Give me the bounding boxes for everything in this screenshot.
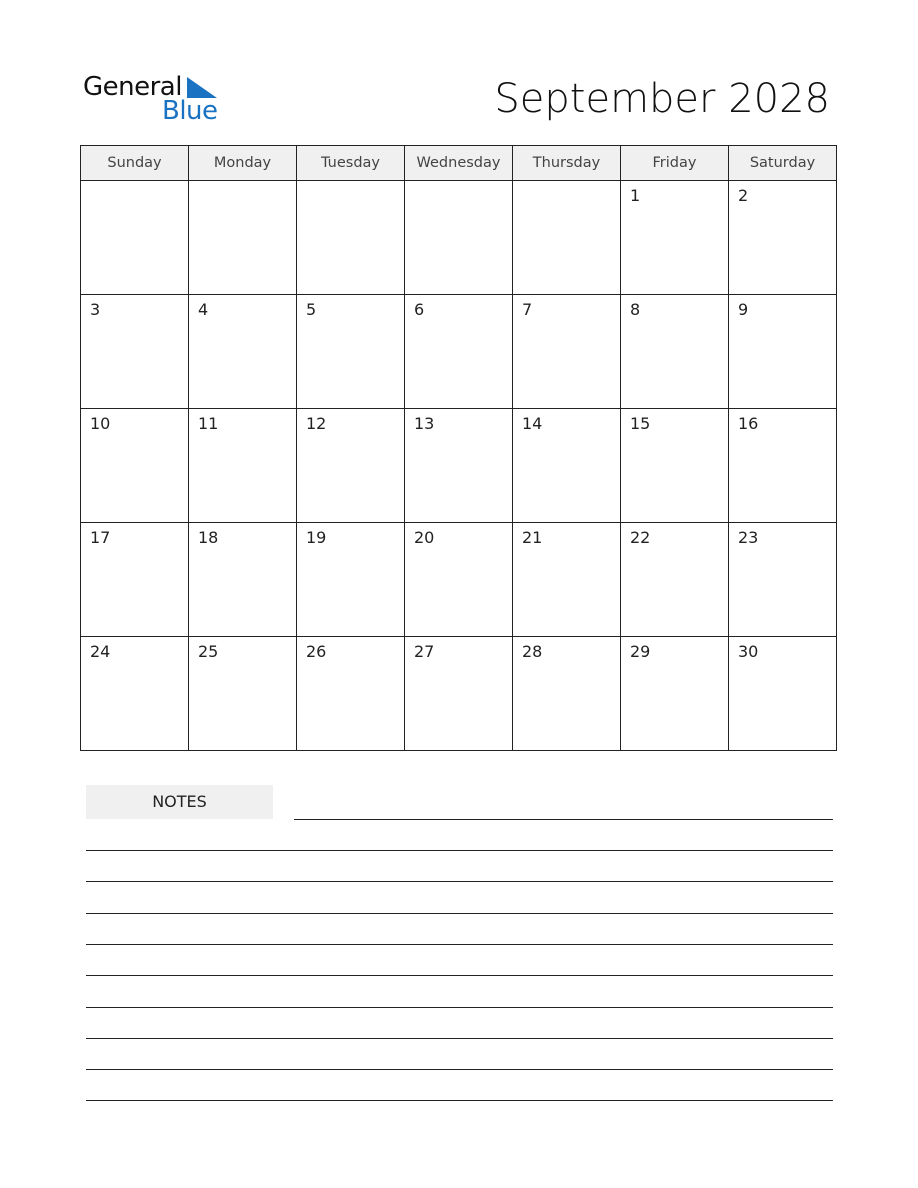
day-number: 19 [306, 528, 327, 547]
day-cell [405, 637, 513, 751]
day-number: 23 [738, 528, 759, 547]
day-cell [297, 637, 405, 751]
day-number: 13 [414, 414, 435, 433]
day-number [405, 181, 512, 186]
day-cell [513, 637, 621, 751]
day-cell [405, 409, 513, 523]
day-cell [405, 181, 513, 295]
day-cell [297, 295, 405, 409]
day-cell [513, 409, 621, 523]
notes-line [86, 1069, 833, 1070]
day-cell [189, 295, 297, 409]
day-number [189, 181, 296, 186]
day-number: 8 [630, 300, 641, 319]
weekday-thursday: Thursday [513, 146, 621, 181]
day-cell [621, 409, 729, 523]
day-cell [513, 523, 621, 637]
day-number: 2 [738, 186, 749, 205]
day-cell [729, 523, 837, 637]
day-number: 20 [414, 528, 435, 547]
day-number: 26 [306, 642, 327, 661]
notes-line [86, 881, 833, 882]
day-number: 22 [630, 528, 651, 547]
day-number: 16 [738, 414, 759, 433]
day-cell [621, 637, 729, 751]
day-cell [189, 409, 297, 523]
weekday-tuesday: Tuesday [297, 146, 405, 181]
day-number: 10 [90, 414, 111, 433]
day-cell [81, 295, 189, 409]
logo-triangle-icon [187, 77, 217, 98]
weekday-monday: Monday [189, 146, 297, 181]
day-cell [405, 523, 513, 637]
day-number: 30 [738, 642, 759, 661]
day-number: 15 [630, 414, 651, 433]
day-cell [513, 295, 621, 409]
day-number: 9 [738, 300, 749, 319]
day-cell [297, 409, 405, 523]
week-row [81, 181, 837, 295]
week-row [81, 523, 837, 637]
day-number: 14 [522, 414, 543, 433]
day-cell [621, 181, 729, 295]
day-number: 7 [522, 300, 533, 319]
notes-line [86, 850, 833, 851]
day-number: 28 [522, 642, 543, 661]
day-number: 1 [630, 186, 641, 205]
day-cell [729, 637, 837, 751]
day-number: 29 [630, 642, 651, 661]
week-row [81, 295, 837, 409]
day-number: 11 [198, 414, 219, 433]
day-cell [81, 523, 189, 637]
day-cell [729, 295, 837, 409]
day-number [81, 181, 188, 186]
day-cell [621, 523, 729, 637]
day-number: 4 [198, 300, 209, 319]
notes-line [86, 1007, 833, 1008]
day-cell [621, 295, 729, 409]
weekday-friday: Friday [621, 146, 729, 181]
day-cell [297, 523, 405, 637]
general-blue-logo [83, 70, 223, 126]
notes-label: NOTES [86, 785, 273, 819]
logo-text-general: General [83, 72, 182, 102]
day-number: 6 [414, 300, 425, 319]
day-cell [297, 181, 405, 295]
day-number: 12 [306, 414, 327, 433]
day-number: 17 [90, 528, 111, 547]
notes-line [86, 1100, 833, 1101]
day-cell [189, 637, 297, 751]
day-cell [513, 181, 621, 295]
notes-line [294, 819, 833, 820]
day-cell [81, 409, 189, 523]
day-cell [729, 409, 837, 523]
day-number: 3 [90, 300, 101, 319]
notes-line [86, 1038, 833, 1039]
day-cell [81, 181, 189, 295]
day-number: 21 [522, 528, 543, 547]
weekday-saturday: Saturday [729, 146, 837, 181]
day-number: 18 [198, 528, 219, 547]
day-number: 25 [198, 642, 219, 661]
day-cell [189, 181, 297, 295]
page-title: September 2028 [494, 76, 830, 122]
day-number: 24 [90, 642, 111, 661]
weekday-sunday: Sunday [81, 146, 189, 181]
day-number [513, 181, 620, 186]
notes-line [86, 975, 833, 976]
day-number: 5 [306, 300, 317, 319]
day-cell [189, 523, 297, 637]
week-row [81, 637, 837, 751]
day-number: 27 [414, 642, 435, 661]
day-number [297, 181, 404, 186]
logo-text-blue: Blue [162, 96, 218, 126]
week-row [81, 409, 837, 523]
weekday-wednesday: Wednesday [405, 146, 513, 181]
day-cell [405, 295, 513, 409]
calendar-grid [80, 145, 837, 751]
notes-line [86, 944, 833, 945]
notes-line [86, 913, 833, 914]
day-cell [81, 637, 189, 751]
day-cell [729, 181, 837, 295]
weekday-header-row [81, 146, 837, 181]
